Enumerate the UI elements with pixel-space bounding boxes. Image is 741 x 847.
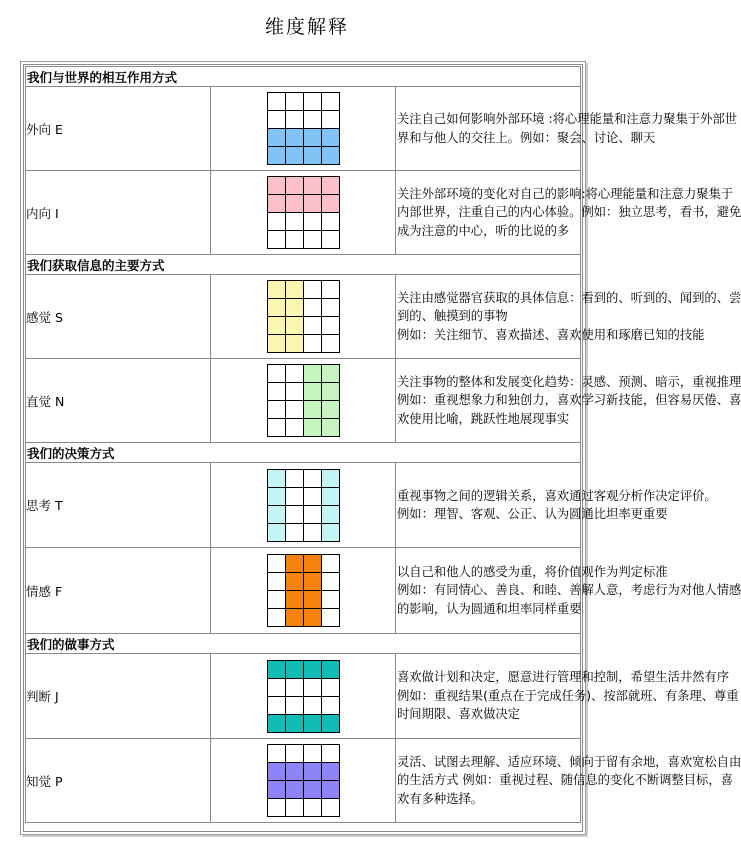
dimension-row	[26, 654, 581, 739]
description-line: 关注自己如何影响外部环境 :将心理能量和注意力聚集于外部世	[397, 112, 738, 126]
grid-square	[286, 111, 304, 129]
grid-square	[304, 715, 322, 733]
grid-square	[322, 419, 340, 437]
dimension-grid-icon	[267, 554, 340, 627]
dimension-name: 情感 F	[26, 548, 211, 634]
grid-square	[268, 697, 286, 715]
description-line: 灵活、试图去理解、适应环境、倾向于留有余地，喜欢宽松自由	[397, 754, 741, 769]
grid-square	[322, 591, 340, 609]
grid-square	[304, 781, 322, 799]
grid-square	[268, 488, 286, 506]
grid-square	[304, 506, 322, 524]
grid-square	[268, 609, 286, 627]
grid-square	[286, 470, 304, 488]
grid-square	[268, 763, 286, 781]
grid-square	[304, 763, 322, 781]
grid-square	[286, 281, 304, 299]
grid-square	[322, 715, 340, 733]
dimension-description	[396, 654, 739, 739]
grid-square	[322, 281, 340, 299]
dimension-row	[26, 463, 581, 548]
section-heading: 我们获取信息的主要方式	[26, 255, 581, 275]
description-line: 关注外部环境的变化对自己的影响:将心理能量和注意力聚集于	[397, 186, 734, 201]
dimension-description	[396, 739, 741, 823]
grid-square	[268, 745, 286, 763]
grid-square	[268, 335, 286, 353]
dimension-name: 判断 J	[26, 654, 211, 739]
grid-square	[286, 317, 304, 335]
grid-square	[286, 555, 304, 573]
dimension-grid-icon	[267, 92, 340, 165]
description-line: 例如：有同情心、善良、和睦、善解人意，考虑行为对他人情感	[397, 583, 741, 598]
dimension-row	[26, 548, 581, 634]
grid-square	[268, 679, 286, 697]
grid-square	[286, 679, 304, 697]
dimension-name: 内向 I	[26, 171, 211, 255]
description-line: 例如：重视结果(重点在于完成任务)、按部就班、有条理、尊重	[397, 688, 739, 703]
grid-square	[322, 317, 340, 335]
grid-square	[268, 661, 286, 679]
description-line: 例如：重视想象力和独创力，喜欢学习新技能，但容易厌倦、喜	[397, 393, 741, 408]
grid-square	[268, 129, 286, 147]
grid-square	[322, 488, 340, 506]
grid-square	[286, 299, 304, 317]
grid-square	[304, 111, 322, 129]
grid-square	[286, 231, 304, 249]
section-heading: 我们与世界的相互作用方式	[26, 67, 581, 87]
dimension-name: 感觉 S	[26, 275, 211, 359]
grid-square	[304, 231, 322, 249]
grid-square	[322, 573, 340, 591]
grid-square	[322, 555, 340, 573]
dimension-row	[26, 87, 581, 171]
grid-square	[286, 799, 304, 817]
grid-square	[322, 365, 340, 383]
dimension-description	[396, 87, 738, 171]
grid-square	[268, 299, 286, 317]
grid-square	[322, 299, 340, 317]
grid-square	[268, 231, 286, 249]
grid-square	[268, 177, 286, 195]
grid-square	[268, 317, 286, 335]
grid-square	[322, 763, 340, 781]
grid-square	[304, 383, 322, 401]
grid-square	[286, 715, 304, 733]
section-header-row	[26, 443, 581, 463]
grid-square	[286, 609, 304, 627]
grid-square	[286, 781, 304, 799]
grid-square	[304, 524, 322, 542]
dimension-description	[396, 171, 741, 255]
grid-square	[304, 213, 322, 231]
grid-square	[268, 93, 286, 111]
grid-square	[304, 609, 322, 627]
grid-square	[322, 470, 340, 488]
grid-square	[304, 335, 322, 353]
grid-square	[304, 573, 322, 591]
grid-square	[286, 129, 304, 147]
grid-square	[304, 317, 322, 335]
description-line: 成为注意的中心，听的比说的多	[397, 223, 570, 238]
grid-square	[304, 591, 322, 609]
dimension-grid-cell	[211, 739, 396, 823]
grid-square	[304, 177, 322, 195]
description-line: 例如：关注细节、喜欢描述、喜欢使用和琢磨已知的技能	[397, 327, 705, 342]
dimension-grid-icon	[267, 469, 340, 542]
grid-square	[304, 195, 322, 213]
grid-square	[322, 93, 340, 111]
grid-square	[268, 213, 286, 231]
grid-square	[304, 697, 322, 715]
dimension-grid-cell	[211, 463, 396, 548]
grid-square	[286, 763, 304, 781]
grid-square	[304, 281, 322, 299]
dimension-grid-icon	[267, 176, 340, 249]
grid-square	[268, 195, 286, 213]
dimension-description	[396, 275, 741, 359]
dimension-row	[26, 171, 581, 255]
dimension-description	[396, 463, 717, 548]
grid-square	[268, 111, 286, 129]
dimension-grid-icon	[267, 660, 340, 733]
grid-square	[286, 177, 304, 195]
grid-square	[286, 661, 304, 679]
description-line: 的生活方式 例如：重视过程、随信息的变化不断调整目标，喜	[397, 773, 733, 788]
grid-square	[286, 745, 304, 763]
grid-square	[286, 213, 304, 231]
description-line: 内部世界，注重自己的内心体验。例如：独立思考，看书，避免	[397, 205, 741, 220]
grid-square	[322, 231, 340, 249]
description-line: 关注由感觉器官获取的具体信息：看到的、听到的、闻到的、尝	[397, 290, 741, 305]
grid-square	[322, 745, 340, 763]
grid-square	[304, 799, 322, 817]
grid-square	[322, 147, 340, 165]
description-line: 到的、触摸到的事物	[397, 309, 508, 324]
dimension-grid-cell	[211, 548, 396, 634]
dimension-description	[396, 548, 741, 634]
grid-square	[268, 506, 286, 524]
grid-square	[286, 419, 304, 437]
grid-square	[322, 195, 340, 213]
dimension-grid-icon	[267, 364, 340, 437]
grid-square	[268, 401, 286, 419]
dimension-grid-cell	[211, 654, 396, 739]
grid-square	[322, 661, 340, 679]
grid-square	[268, 281, 286, 299]
grid-square	[286, 573, 304, 591]
grid-square	[268, 383, 286, 401]
description-line: 以自己和他人的感受为重，将价值观作为判定标准	[397, 564, 668, 579]
dimension-grid-icon	[267, 280, 340, 353]
dimension-description	[396, 359, 741, 443]
grid-square	[268, 470, 286, 488]
grid-square	[322, 679, 340, 697]
dimension-row	[26, 739, 581, 823]
dimension-name: 外向 E	[26, 87, 211, 171]
grid-square	[304, 365, 322, 383]
section-header-row	[26, 67, 581, 87]
dimensions-table-frame	[20, 61, 741, 835]
grid-square	[286, 147, 304, 165]
grid-square	[268, 591, 286, 609]
grid-square	[268, 555, 286, 573]
grid-square	[304, 745, 322, 763]
grid-square	[286, 93, 304, 111]
grid-square	[268, 524, 286, 542]
description-line: 喜欢做计划和决定，愿意进行管理和控制，希望生活井然有序	[397, 670, 730, 685]
grid-square	[268, 419, 286, 437]
grid-square	[304, 93, 322, 111]
grid-square	[322, 506, 340, 524]
grid-square	[322, 609, 340, 627]
description-line: 欢使用比喻，跳跃性地展现事实	[397, 411, 570, 426]
grid-square	[304, 488, 322, 506]
grid-square	[322, 213, 340, 231]
dimension-name: 直觉 N	[26, 359, 211, 443]
dimension-name: 知觉 P	[26, 739, 211, 823]
grid-square	[286, 195, 304, 213]
description-line: 欢有多种选择。	[397, 791, 484, 806]
grid-square	[304, 661, 322, 679]
grid-square	[268, 799, 286, 817]
grid-square	[268, 365, 286, 383]
grid-square	[268, 573, 286, 591]
grid-square	[304, 401, 322, 419]
grid-square	[322, 401, 340, 419]
section-header-row	[26, 255, 581, 275]
grid-square	[304, 147, 322, 165]
description-line: 例如：理智、客观、公正、认为圆通比坦率更重要	[397, 507, 668, 521]
dimension-grid-cell	[211, 171, 396, 255]
dimension-grid-cell	[211, 87, 396, 171]
grid-square	[322, 781, 340, 799]
grid-square	[268, 715, 286, 733]
grid-square	[304, 299, 322, 317]
grid-square	[286, 383, 304, 401]
page-title: 维度解释	[264, 16, 349, 38]
grid-square	[322, 111, 340, 129]
grid-square	[304, 419, 322, 437]
grid-square	[286, 524, 304, 542]
grid-square	[286, 365, 304, 383]
dimension-row	[26, 275, 581, 359]
dimension-row	[26, 359, 581, 443]
dimension-grid-icon	[267, 744, 340, 817]
grid-square	[322, 524, 340, 542]
grid-square	[286, 335, 304, 353]
grid-square	[322, 335, 340, 353]
description-line: 的影响，认为圆通和坦率同样重要	[397, 601, 582, 616]
grid-square	[286, 401, 304, 419]
description-line: 重视事物之间的逻辑关系，喜欢通过客观分析作决定评价。	[397, 488, 717, 503]
grid-square	[322, 697, 340, 715]
grid-square	[304, 129, 322, 147]
grid-square	[286, 488, 304, 506]
dimension-name: 思考 T	[26, 463, 211, 548]
grid-square	[322, 129, 340, 147]
grid-square	[322, 383, 340, 401]
description-line: 关注事物的整体和发展变化趋势：灵感、预测、暗示，重视推理	[397, 374, 741, 389]
description-line: 时间期限、喜欢做决定	[397, 707, 520, 722]
grid-square	[322, 177, 340, 195]
section-header-row	[26, 634, 581, 654]
dimension-grid-cell	[211, 275, 396, 359]
grid-square	[304, 679, 322, 697]
grid-square	[322, 799, 340, 817]
grid-square	[286, 591, 304, 609]
grid-square	[268, 147, 286, 165]
description-line: 界和与他人的交往上。例如：聚会、讨论、聊天	[397, 130, 656, 145]
section-heading: 我们的做事方式	[26, 634, 581, 654]
dimensions-table	[25, 66, 741, 823]
section-heading: 我们的决策方式	[26, 443, 581, 463]
dimension-grid-cell	[211, 359, 396, 443]
grid-square	[268, 781, 286, 799]
grid-square	[304, 470, 322, 488]
grid-square	[286, 506, 304, 524]
grid-square	[304, 555, 322, 573]
grid-square	[286, 697, 304, 715]
